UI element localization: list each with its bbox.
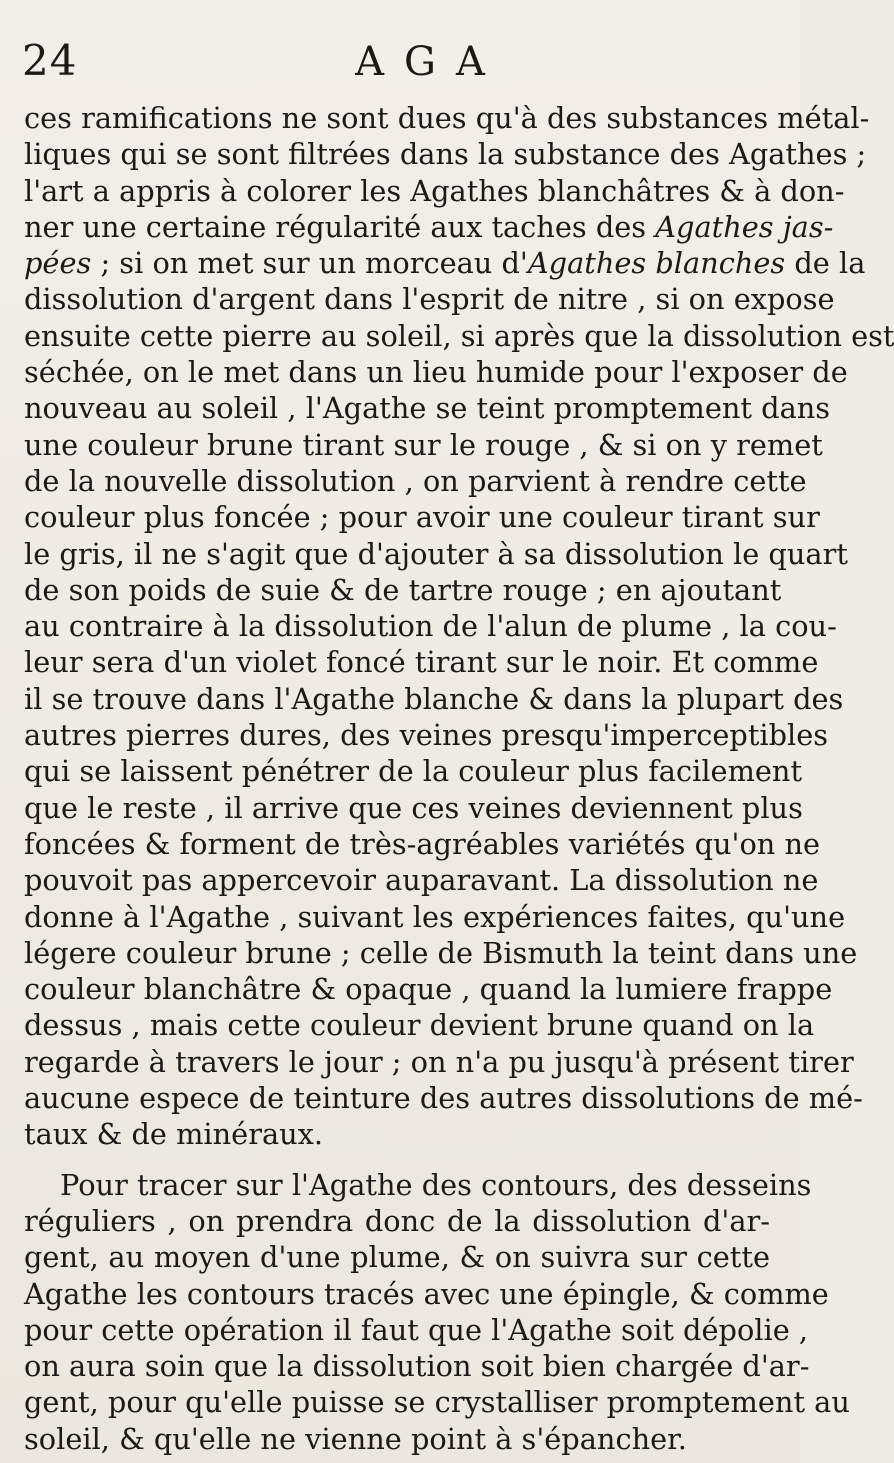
text-line: [24, 136, 867, 172]
text-line: [24, 1239, 770, 1275]
text-segment: gent, pour qu'elle puisse se crystalliser promptement au: [24, 1385, 850, 1420]
text-line: [24, 318, 894, 354]
running-head: AGA: [355, 39, 505, 85]
text-line: [24, 681, 844, 717]
text-line: [24, 463, 807, 499]
text-segment: au contraire à la dissolution de l'alun de plume , la cou-: [24, 609, 837, 644]
text-segment: qui se laissent pénétrer de la couleur plus facilement: [24, 754, 803, 789]
text-line: [24, 753, 803, 789]
text-segment: il se trouve dans l'Agathe blanche & dans la plupart des: [24, 681, 844, 716]
text-line: [24, 354, 848, 390]
text-segment: l'art a appris à colorer les Agathes blanchâtres & à don-: [24, 173, 845, 208]
text-segment: pour cette opération il faut que l'Agathe soit dépolie ,: [24, 1312, 809, 1347]
text-segment: autres pierres dures, des veines presqu'imperceptibles: [24, 718, 829, 753]
italic-segment: pées: [24, 246, 92, 281]
text-segment: taux & de minéraux.: [24, 1117, 324, 1152]
text-line: [24, 826, 821, 862]
text-segment: le gris, il ne s'agit que d'ajouter à sa dissolution le quart: [24, 536, 848, 571]
text-segment: ces ramifications ne sont dues qu'à des substances métal-: [24, 101, 870, 135]
text-segment: donne à l'Agathe , suivant les expériences faites, qu'une: [24, 899, 846, 934]
text-line: [24, 245, 866, 281]
italic-segment: Agathes jas-: [655, 209, 834, 244]
paragraph-gap: [24, 1153, 770, 1167]
text-segment: soleil, & qu'elle ne vienne point à s'épancher.: [24, 1421, 687, 1456]
text-segment: aucune espece de teinture des autres dissolutions de mé-: [24, 1081, 863, 1116]
text-segment: dissolution d'argent dans l'esprit de nitre , si on expose: [24, 282, 835, 317]
text-segment: leur sera d'un violet foncé tirant sur le noir. Et comme: [24, 645, 819, 680]
text-line: [24, 1167, 812, 1203]
text-segment: couleur plus foncée ; pour avoir une couleur tirant sur: [24, 500, 820, 535]
text-line: [24, 1421, 770, 1457]
body-text: [24, 100, 894, 1457]
text-segment: pouvoit pas appercevoir auparavant. La dissolution ne: [24, 863, 819, 898]
text-segment: séchée, on le met dans un lieu humide pour l'exposer de: [24, 355, 848, 390]
text-segment: de son poids de suie & de tartre rouge ; en ajoutant: [24, 572, 782, 607]
text-segment: couleur blanchâtre & opaque , quand la lumiere frappe: [24, 972, 833, 1007]
paragraph: [24, 1167, 850, 1457]
text-line: [24, 608, 837, 644]
text-segment: foncées & forment de très-agréables variétés qu'on ne: [24, 826, 821, 861]
paragraph: [24, 100, 894, 1153]
text-line: [24, 1312, 809, 1348]
text-line: [24, 644, 819, 680]
text-line: [24, 390, 831, 426]
text-line: [24, 1007, 815, 1043]
text-segment: ; si on met sur un morceau d': [91, 246, 528, 281]
text-line: [24, 173, 845, 209]
text-line: [24, 427, 823, 463]
text-segment: on aura soin que la dissolution soit bien chargée d'ar-: [24, 1349, 810, 1384]
text-line: [24, 100, 870, 136]
text-line: [24, 1384, 850, 1420]
text-line: [24, 281, 835, 317]
text-line: [24, 499, 820, 535]
text-segment: légere couleur brune ; celle de Bismuth la teint dans une: [24, 935, 858, 970]
text-line: [24, 971, 833, 1007]
page-number: 24: [22, 36, 78, 85]
text-segment: dessus , mais cette couleur devient brune quand on la: [24, 1008, 815, 1043]
text-line: [24, 1044, 854, 1080]
text-line: [24, 1080, 863, 1116]
text-line: [24, 536, 848, 572]
text-segment: de la nouvelle dissolution , on parvient à rendre cette: [24, 463, 807, 498]
text-line: [24, 209, 834, 245]
text-segment: une couleur brune tirant sur le rouge , & si on y remet: [24, 427, 823, 462]
text-segment: que le reste , il arrive que ces veines deviennent plus: [24, 790, 803, 825]
text-segment: regarde à travers le jour ; on n'a pu jusqu'à présent tirer: [24, 1044, 854, 1079]
text-line: [24, 1116, 770, 1152]
text-segment: ensuite cette pierre au soleil, si après que la dissolution est: [24, 318, 894, 353]
text-segment: ner une certaine régularité aux taches des: [24, 209, 656, 244]
text-line: [24, 1203, 770, 1239]
text-line: [24, 1276, 829, 1312]
text-segment: liques qui se sont filtrées dans la substance des Agathes ;: [24, 137, 867, 172]
text-segment: gent, au moyen d'une plume, & on suivra sur cette: [24, 1240, 770, 1275]
text-line: [24, 899, 846, 935]
text-line: [24, 1348, 810, 1384]
text-segment: Agathe les contours tracés avec une épingle, & comme: [24, 1276, 829, 1311]
text-line: [24, 862, 819, 898]
text-line: [24, 790, 803, 826]
text-line: [24, 935, 858, 971]
text-segment: Pour tracer sur l'Agathe des contours, des desseins: [60, 1167, 812, 1202]
text-line: [24, 572, 782, 608]
text-segment: réguliers , on prendra donc de la dissolution d'ar-: [24, 1203, 770, 1238]
text-segment: nouveau au soleil , l'Agathe se teint promptement dans: [24, 391, 831, 426]
text-segment: de la: [785, 246, 866, 281]
italic-segment: Agathes blanches: [527, 246, 786, 281]
text-line: [24, 717, 829, 753]
